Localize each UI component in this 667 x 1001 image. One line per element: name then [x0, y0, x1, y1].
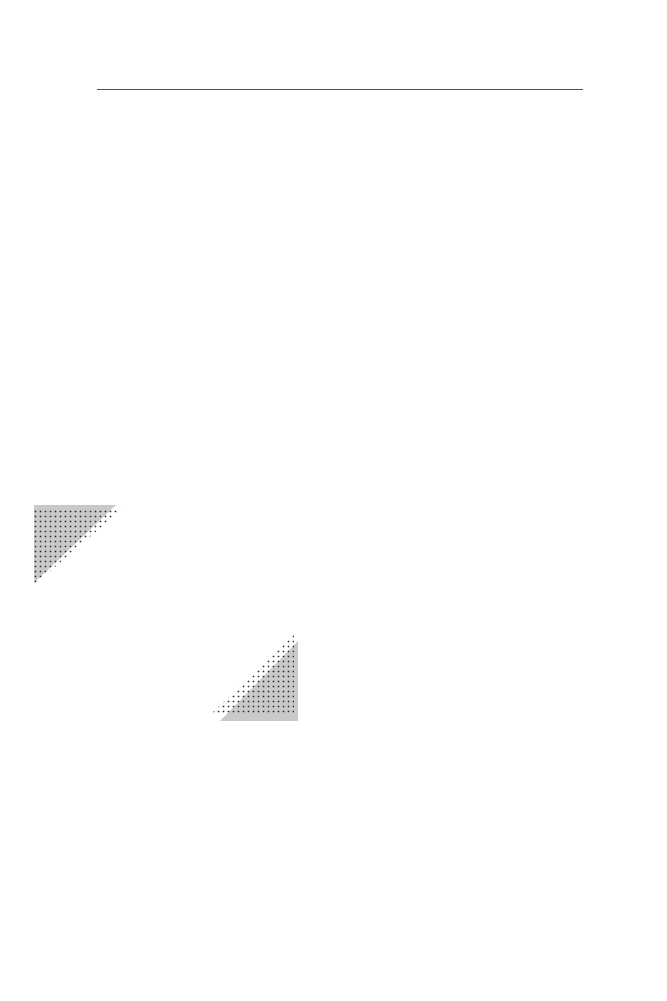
decor-triangle-bottom-icon: [212, 635, 302, 721]
header-rule: [97, 89, 583, 90]
story-block: [153, 372, 529, 373]
decor-triangle-top-icon: [34, 505, 124, 587]
